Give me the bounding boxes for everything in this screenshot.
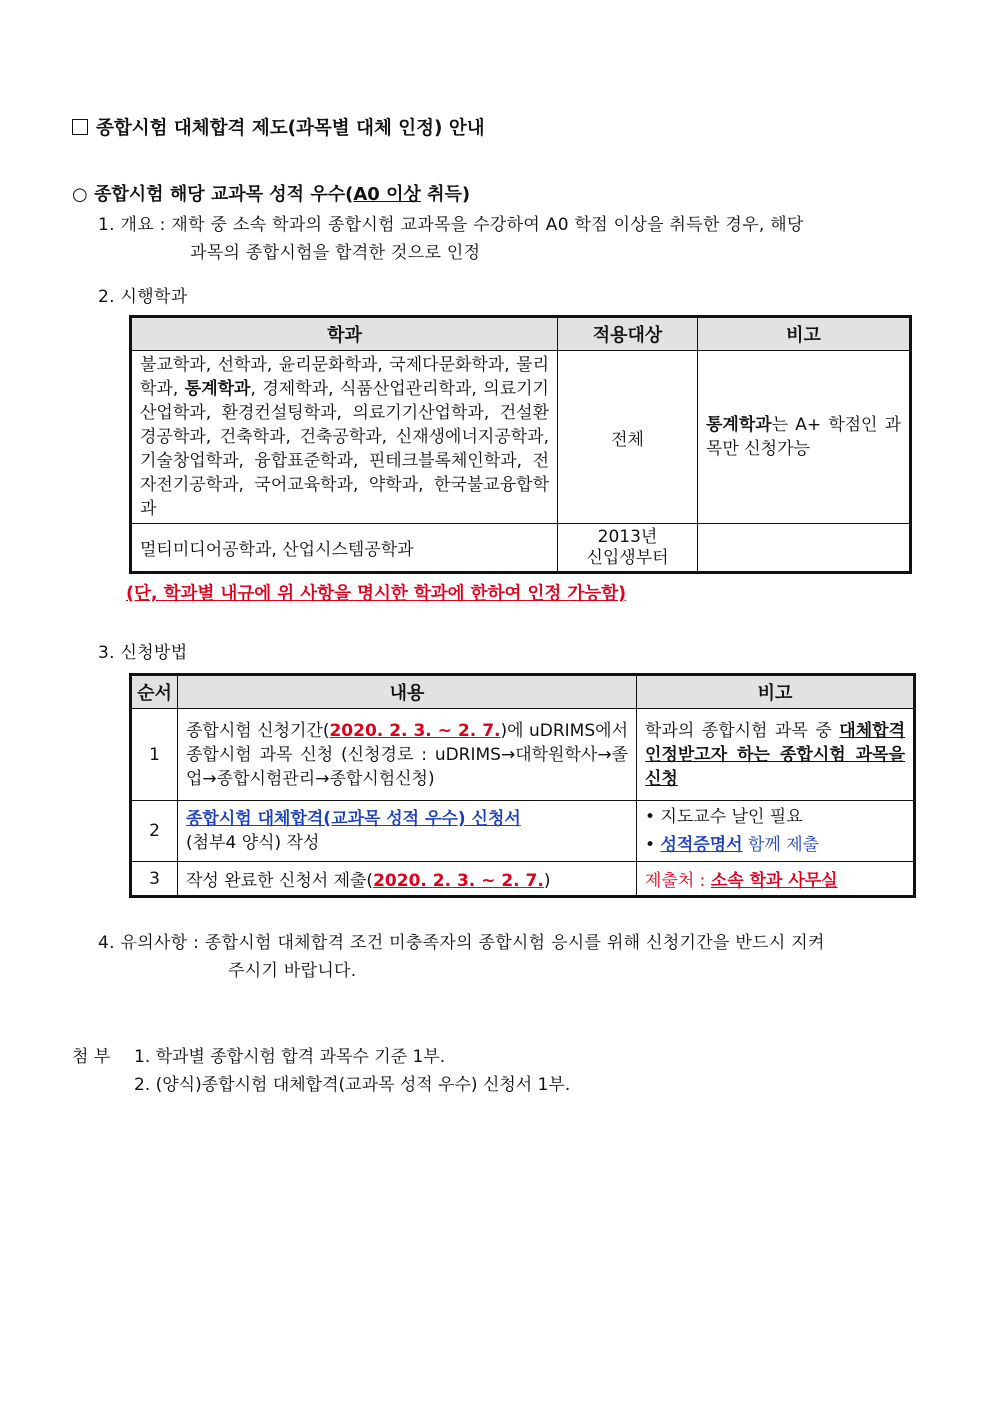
method-content-2-form-link: 종합시험 대체합격(교과목 성적 우수) 신청서 xyxy=(186,809,521,829)
method-no-2: 2 xyxy=(132,801,178,862)
dept-header-dept: 학과 xyxy=(132,318,558,351)
overview-line-1: 1. 개요 : 재학 중 소속 학과의 종합시험 교과목을 수강하여 A0 학점 이상을 취득한 경우, 해당 xyxy=(98,215,804,235)
dept-note-cell-2 xyxy=(698,524,910,572)
bullet-dot-icon: • xyxy=(645,835,656,855)
bullet-dot-icon: • xyxy=(645,807,656,827)
dept-list-text-post: , 경제학과, 식품산업관리학과, 의료기기산업학과, 환경컨설팅학과, 의료기기산업학과, 건설환경공학과, 건축학과, 건축공학과, 신재생에너지공학과, 기술창업학과, 융합표준학과, 핀테크블록체인학과, 전자전기공학과, 국어교육학과, 약학과, 한국불교융합학과 xyxy=(140,379,549,519)
table-row xyxy=(132,801,914,862)
dept-header-target: 적용대상 xyxy=(558,318,698,351)
method-note-2 xyxy=(637,801,914,862)
dept-table xyxy=(131,317,910,572)
list-item xyxy=(645,803,905,831)
dept-list-cell-2: 멀티미디어공학과, 산업시스템공학과 xyxy=(132,524,558,572)
dept-list-text-bold: 통계학과 xyxy=(184,379,251,399)
attachments-label: 첨 부 xyxy=(72,1047,111,1067)
dept-list-text-pre: 불교학과, 선학과, 윤리문화학과, 국제다문화학과, 물리학과, xyxy=(140,355,549,399)
method-note-1-pre: 학과의 종합시험 과목 중 xyxy=(645,720,840,741)
method-note-3-bold: 소속 학과 사무실 xyxy=(710,871,838,891)
dept-note-bold: 통계학과 xyxy=(706,415,772,435)
method-content-3-post: ) xyxy=(543,871,551,891)
table-row xyxy=(132,524,910,572)
method-header-content: 내용 xyxy=(178,676,637,709)
method-note-1-bold: 대체합격 인정받고자 하는 종합시험 과목을 신청 xyxy=(645,720,905,789)
method-no-1: 1 xyxy=(132,709,178,801)
target-line-2: 신입생부터 xyxy=(586,547,669,568)
title-text: 종합시험 대체합격 제도(과목별 대체 인정) 안내 xyxy=(96,118,485,139)
attachment-item-2: 2. (양식)종합시험 대체합격(교과목 성적 우수) 신청서 1부. xyxy=(134,1075,571,1095)
overview-line-2: 과목의 종합시험을 합격한 것으로 인정 xyxy=(190,243,481,263)
section-heading-pre: 종합시험 해당 교과목 성적 우수( xyxy=(94,184,354,205)
section-heading-underlined: A0 이상 xyxy=(353,184,421,205)
dept-header-note: 비고 xyxy=(698,318,910,351)
section-heading-post: 취득) xyxy=(420,184,471,205)
circle-bullet-icon: ○ xyxy=(72,184,88,205)
page-title xyxy=(72,114,485,140)
dept-note-cell xyxy=(698,351,910,524)
method-content-3-pre: 작성 완료한 신청서 제출( xyxy=(186,871,374,891)
dept-target-cell-2 xyxy=(558,524,698,572)
method-content-1-pre: 종합시험 신청기간( xyxy=(186,720,330,741)
method-no-3: 3 xyxy=(132,862,178,896)
method-content-3 xyxy=(178,862,637,896)
dept-note-rest: 는 A+ 학점인 과목만 신청가능 xyxy=(706,415,901,459)
dept-target-cell: 전체 xyxy=(558,351,698,524)
method-header-note: 비고 xyxy=(637,676,914,709)
method-note-2-rest: 함께 제출 xyxy=(742,835,820,855)
method-content-3-date: 2020. 2. 3. ~ 2. 7. xyxy=(373,871,544,891)
method-header-no: 순서 xyxy=(132,676,178,709)
dept-list-cell xyxy=(132,351,558,524)
method-content-2 xyxy=(178,801,637,862)
table-row xyxy=(132,351,910,524)
method-note-3 xyxy=(637,862,914,896)
method-content-1-post: )에 uDRIMS에서 종합시험 과목 신청 (신청경로 : uDRIMS→대학원학사→졸업→종합시험관리→종합시험신청) xyxy=(186,720,628,789)
checkbox-square-icon xyxy=(72,119,88,135)
method-table xyxy=(131,675,914,896)
section-heading xyxy=(72,180,470,206)
method-note-2-transcript: 성적증명서 xyxy=(660,835,743,855)
method-content-1-date: 2020. 2. 3. ~ 2. 7. xyxy=(329,720,501,741)
table-row xyxy=(132,862,914,896)
attachment-item-1: 1. 학과별 종합시험 합격 과목수 기준 1부. xyxy=(134,1047,446,1067)
method-content-1 xyxy=(178,709,637,801)
list-item xyxy=(645,831,905,859)
method-note-1 xyxy=(637,709,914,801)
caution-line-1: 4. 유의사항 : 종합시험 대체합격 조건 미충족자의 종합시험 응시를 위해 신청기간을 반드시 지켜 xyxy=(98,933,825,953)
method-note-3-pre: 제출처 : xyxy=(645,871,711,891)
method-note-2-line1: 지도교수 날인 필요 xyxy=(660,807,803,827)
table-row xyxy=(132,709,914,801)
depts-heading: 2. 시행학과 xyxy=(98,287,188,307)
method-content-2-rest: (첨부4 양식) 작성 xyxy=(186,833,320,853)
method-heading: 3. 신청방법 xyxy=(98,643,188,663)
target-line-1: 2013년 xyxy=(597,526,658,547)
caution-line-2: 주시기 바랍니다. xyxy=(228,961,357,981)
dept-notice: (단, 학과별 내규에 위 사항을 명시한 학과에 한하여 인정 가능함) xyxy=(126,584,627,604)
